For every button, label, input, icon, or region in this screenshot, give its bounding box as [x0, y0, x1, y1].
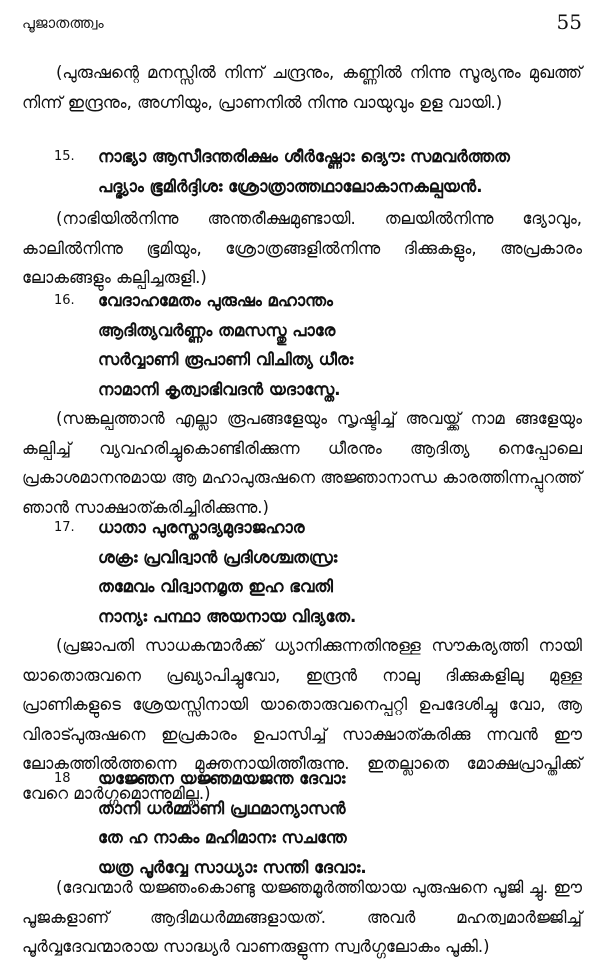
verse-number: 16.: [54, 293, 75, 308]
verse-line: നാന്യഃ പന്ഥാ അയനായ വിദ്യതേ.: [98, 606, 357, 626]
paragraph-translation-16: (സങ്കല്പത്താൻ എല്ലാ രൂപങ്ങളേയും സൃഷ്ടിച്ച് അവയ്ക്ക് നാമ ങ്ങളേയും കല്പിച്ച് വ്യവഹരിച്ചുകൊണ്ടിരിക്കുന്ന ധീരനും ആദിത്യ നെപ്പോലെ പ്രകാശമാനനുമായ ആ മഹാപുരുഷനെ അജ്ഞാനാന്ധ കാരത്തിന്നപ്പുറത്ത് ഞാൻ സാക്ഷാത്കരിച്ചിരിക്കുന്നു.): [22, 409, 582, 517]
verse-line: സർവ്വാണി രൂപാണി വിചിത്യ ധീരഃ: [98, 350, 354, 369]
verse-number: 17.: [54, 520, 75, 535]
verse-line: ശക്രഃ പ്രവിദ്വാൻ പ്രദിശശ്ചതസ്രഃ: [98, 547, 338, 567]
paragraph-translation-17: (പ്രജാപതി സാധകന്മാർക്ക് ധ്യാനിക്കുന്നതിനുള്ള സൗകര്യത്തി നായി യാതൊരുവനെ പ്രഖ്യാപിച്ചുവോ, ഇന്ദ്രൻ നാലു ദിക്കുകളിലു മുള്ള പ്രാണികളുടെ ശ്രേയസ്സിനായി യാതൊരുവനെപ്പറ്റി ഉപദേശിച്ചു വോ, ആ വിരാട്പുരുഷനെ ഇപ്രകാരം ഉപാസിച്ച് സാക്ഷാത്കരിക്കു ന്നവൻ ഈ ലോകത്തിൽത്തന്നെ മുക്തനായിത്തീരുന്നു. ഇതല്ലാതെ മോക്ഷപ്രാപ്തിക്ക് വേറെ മാർഗ്ഗമൊന്നുമില്ല.): [22, 636, 582, 803]
verse-lines: [98, 513, 586, 631]
verse-line: ആദിത്യവർണ്ണം തമസസ്തു പാരേ: [98, 320, 336, 340]
verse-line: നാഭ്യാ ആസീദന്തരിക്ഷം ശീർഷ്ണോഃ ദ്യൌഃ സമവർത്തത: [98, 147, 510, 166]
verse-line: ധാതാ പുരസ്താദ്യമുദാജഹാര: [98, 518, 305, 537]
verse-number: 18: [54, 771, 71, 786]
verse-line: യജ്ഞേന യജ്ഞമയജന്ത ദേവാഃ: [98, 769, 346, 788]
verse-line: യത്ര പൂർവ്വേ സാധ്യാഃ സന്തി ദേവാഃ.: [98, 857, 367, 877]
verse-line: വേദാഹമേതം പുരുഷം മഹാന്തം: [98, 291, 333, 310]
page-header: [22, 10, 582, 40]
verse-line: താനി ധർമ്മാണി പ്രഥമാന്യാസൻ: [98, 798, 346, 818]
verse-line: തമേവം വിദ്വാനമൃത ഇഹ ഭവതി: [98, 577, 334, 596]
paragraph-translation-18: (ദേവന്മാർ യജ്ഞംകൊണ്ടു യജ്ഞമൂർത്തിയായ പുരുഷനെ പൂജി ച്ചു. ഈ പൂജകളാണ് ആദിമധർമ്മങ്ങളായത്. അവർ മഹത്വമാർജ്ജിച്ച് പൂർവ്വദേവന്മാരായ സാദ്ധ്യർ വാണരുളുന്ന സ്വർഗ്ഗലോകം പൂകി.): [22, 878, 582, 956]
running-title: പൂജാതത്ത്വം: [22, 14, 104, 32]
verse-line: പദ്ഭ്യാം ഭൂമിർദ്ദിശഃ ശ്രോത്രാത്തഥാലോകാനകല്പയൻ.: [98, 176, 483, 196]
verse-lines: [98, 142, 586, 201]
verse-line: നാമാനി കൃത്വാഭിവദൻ യദാസ്തേ.: [98, 379, 341, 399]
paragraph-translation-15: (നാഭിയിൽനിന്നു അന്തരീക്ഷമുണ്ടായി. തലയിൽനിന്നു ദ്യോവും, കാലിൽനിന്നു ഭൂമിയും, ശ്രോത്രങ്ങളിൽനിന്നു ദിക്കുകളും, അപ്രകാരം ലോകങ്ങളും കല്പിച്ചരുളി.): [22, 209, 582, 287]
verse-lines: [98, 764, 586, 882]
page-number: 55: [556, 10, 582, 34]
verse-lines: [98, 286, 586, 404]
paragraph-translation-14: (പുരുഷന്റെ മനസ്സിൽ നിന്ന് ചന്ദ്രനും, കണ്ണിൽ നിന്നു സൂര്യനും മുഖത്ത് നിന്ന് ഇന്ദ്രനും, അഗ്നിയും, പ്രാണനിൽ നിന്നു വായുവും ഉള വായി.): [22, 63, 582, 112]
verse-number: 15.: [54, 149, 75, 164]
verse-line: തേ ഹ നാകം മഹിമാനഃ സചന്തേ: [98, 828, 347, 847]
